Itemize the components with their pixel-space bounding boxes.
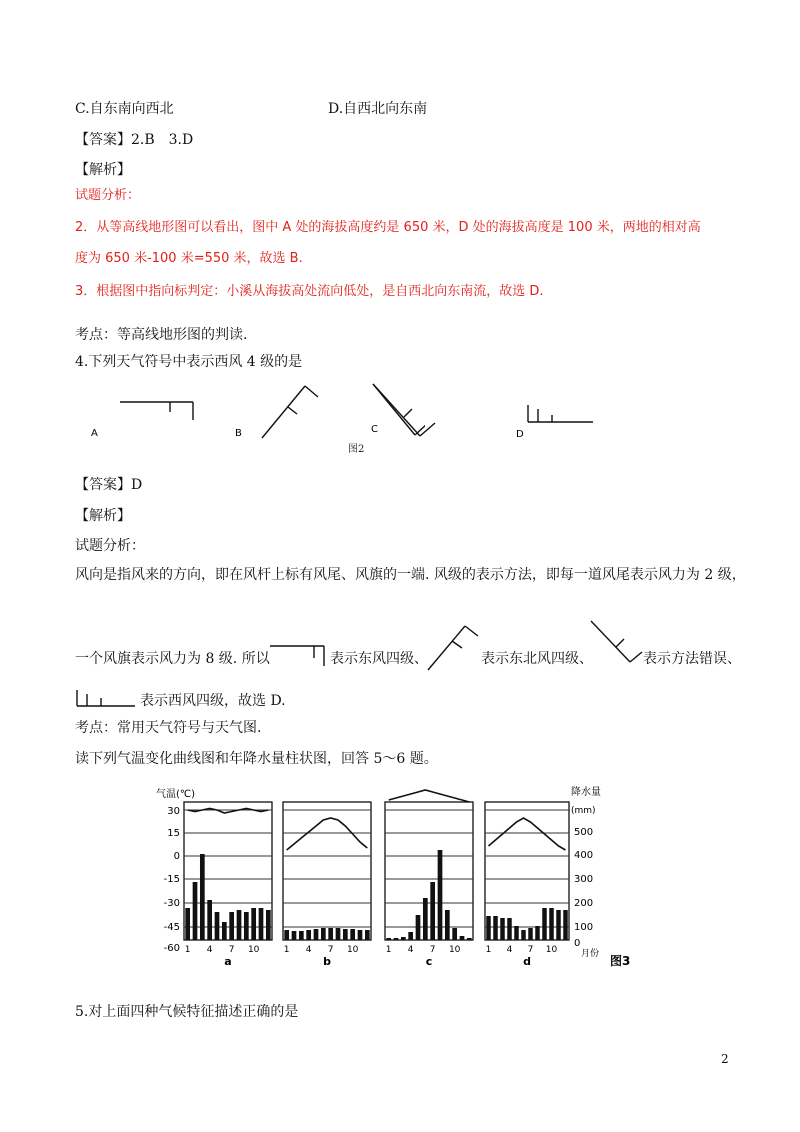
month-tick: 4	[506, 945, 513, 955]
analysis-label-2: 【解析】	[75, 508, 131, 524]
month-tick: 1	[184, 945, 191, 955]
analysis-label: 【解析】	[75, 162, 131, 178]
left-axis-title: 气温(℃)	[156, 789, 196, 800]
left-tick-15: 15	[167, 828, 180, 839]
page-number: 2	[721, 1052, 729, 1066]
month-tick: 1	[485, 945, 492, 955]
left-tick-m30: -30	[163, 898, 180, 909]
kaodian-2: 考点：常用天气符号与天气图.	[75, 720, 262, 736]
month-tick: 10	[545, 945, 558, 955]
left-tick-m45: -45	[163, 922, 180, 933]
month-tick: 4	[206, 945, 213, 955]
month-tick: 1	[283, 945, 290, 955]
month-tick: 4	[407, 945, 414, 955]
month-tick: 10	[346, 945, 359, 955]
inline-symbol-wrong	[588, 618, 644, 668]
month-tick: 7	[327, 945, 334, 955]
month-tick: 7	[429, 945, 436, 955]
panel-label: b	[323, 955, 331, 968]
month-tick: 7	[527, 945, 534, 955]
option-d: D.自西北向东南	[328, 101, 428, 117]
right-tick-0: 0	[574, 938, 581, 949]
explanation-line-3: 表示西风四级，故选 D.	[140, 693, 286, 709]
right-tick-300: 300	[574, 874, 594, 885]
figure-3-caption: 图3	[610, 954, 631, 968]
red-analysis-line-3: 度为 650 米-100 米=550 米，故选 B.	[75, 251, 303, 266]
kaodian-1: 考点：等高线地形图的判读.	[75, 327, 248, 343]
climate-panel-b	[283, 802, 371, 968]
option-c: C.自东南向西北	[75, 101, 174, 117]
month-tick: 7	[228, 945, 235, 955]
right-tick-100: 100	[574, 922, 594, 933]
figure-2-caption: 图2	[348, 444, 365, 455]
explanation-line-2c: 表示东北风四级、	[481, 651, 593, 667]
symbol-label-b: B	[235, 428, 242, 439]
explanation-line-2a: 一个风旗表示风力为 8 级. 所以	[75, 651, 270, 667]
climate-panel-a	[184, 802, 272, 968]
left-tick-30: 30	[167, 806, 180, 817]
answer-4: 【答案】D	[75, 477, 143, 493]
month-tick: 10	[247, 945, 260, 955]
inline-symbol-northeast-wind	[425, 618, 481, 674]
symbol-b-short-tail	[288, 407, 297, 414]
panel-label: a	[224, 955, 232, 968]
climate-panel-d	[485, 802, 569, 968]
climate-panel-c	[385, 790, 473, 968]
answer-2-3: 【答案】2.B 3.D	[75, 132, 194, 148]
month-tick: 4	[305, 945, 312, 955]
red-analysis-line-4: 3．根据图中指向标判定：小溪从海拔高处流向低处，是自西北向东南流，故选 D.	[75, 284, 544, 299]
panel-label: d	[523, 955, 531, 968]
month-tick: 1	[385, 945, 392, 955]
panel-label: c	[425, 955, 433, 968]
question-4: 4.下列天气符号中表示西风 4 级的是	[75, 354, 303, 370]
analysis-intro: 试题分析：	[75, 538, 145, 554]
explanation-line-1: 风向是指风来的方向，即在风杆上标有风尾、风旗的一端. 风级的表示方法，即每一道风尾表示风力为 2 级，	[75, 567, 746, 583]
right-tick-500: 500	[574, 827, 594, 838]
symbol-b-shaft	[262, 386, 305, 438]
symbol-b-tail	[305, 386, 318, 397]
red-analysis-title: 试题分析：	[75, 188, 141, 203]
left-tick-m15: -15	[163, 874, 180, 885]
left-tick-m60: -60	[163, 943, 180, 954]
explanation-line-2b: 表示东风四级、	[330, 651, 428, 667]
month-tick: 10	[448, 945, 461, 955]
left-tick-0: 0	[173, 851, 180, 862]
right-axis-unit: (mm)	[571, 806, 596, 816]
climate-figure	[150, 780, 650, 975]
wind-symbol-d	[428, 395, 598, 455]
inline-symbol-east-wind	[268, 642, 330, 668]
month-axis-label: 月份	[581, 949, 600, 959]
right-tick-400: 400	[574, 850, 594, 861]
symbol-label-c: C	[371, 424, 378, 435]
red-analysis-line-2: 2．从等高线地形图可以看出，图中 A 处的海拔高度约是 650 米，D 处的海拔高度是 100 米，两地的相对高	[75, 220, 701, 235]
right-tick-200: 200	[574, 898, 594, 909]
explanation-line-2d: 表示方法错误、	[643, 651, 741, 667]
question-5: 5.对上面四种气候特征描述正确的是	[75, 1004, 299, 1020]
read-instruction: 读下列气温变化曲线图和年降水量柱状图，回答 5～6 题。	[75, 751, 438, 767]
wind-symbol-c-fix	[370, 380, 440, 442]
inline-symbol-west-wind	[75, 688, 137, 710]
symbol-label-a: A	[91, 428, 98, 439]
right-axis-title: 降水量	[571, 787, 601, 798]
symbol-label-d: D	[516, 429, 524, 440]
